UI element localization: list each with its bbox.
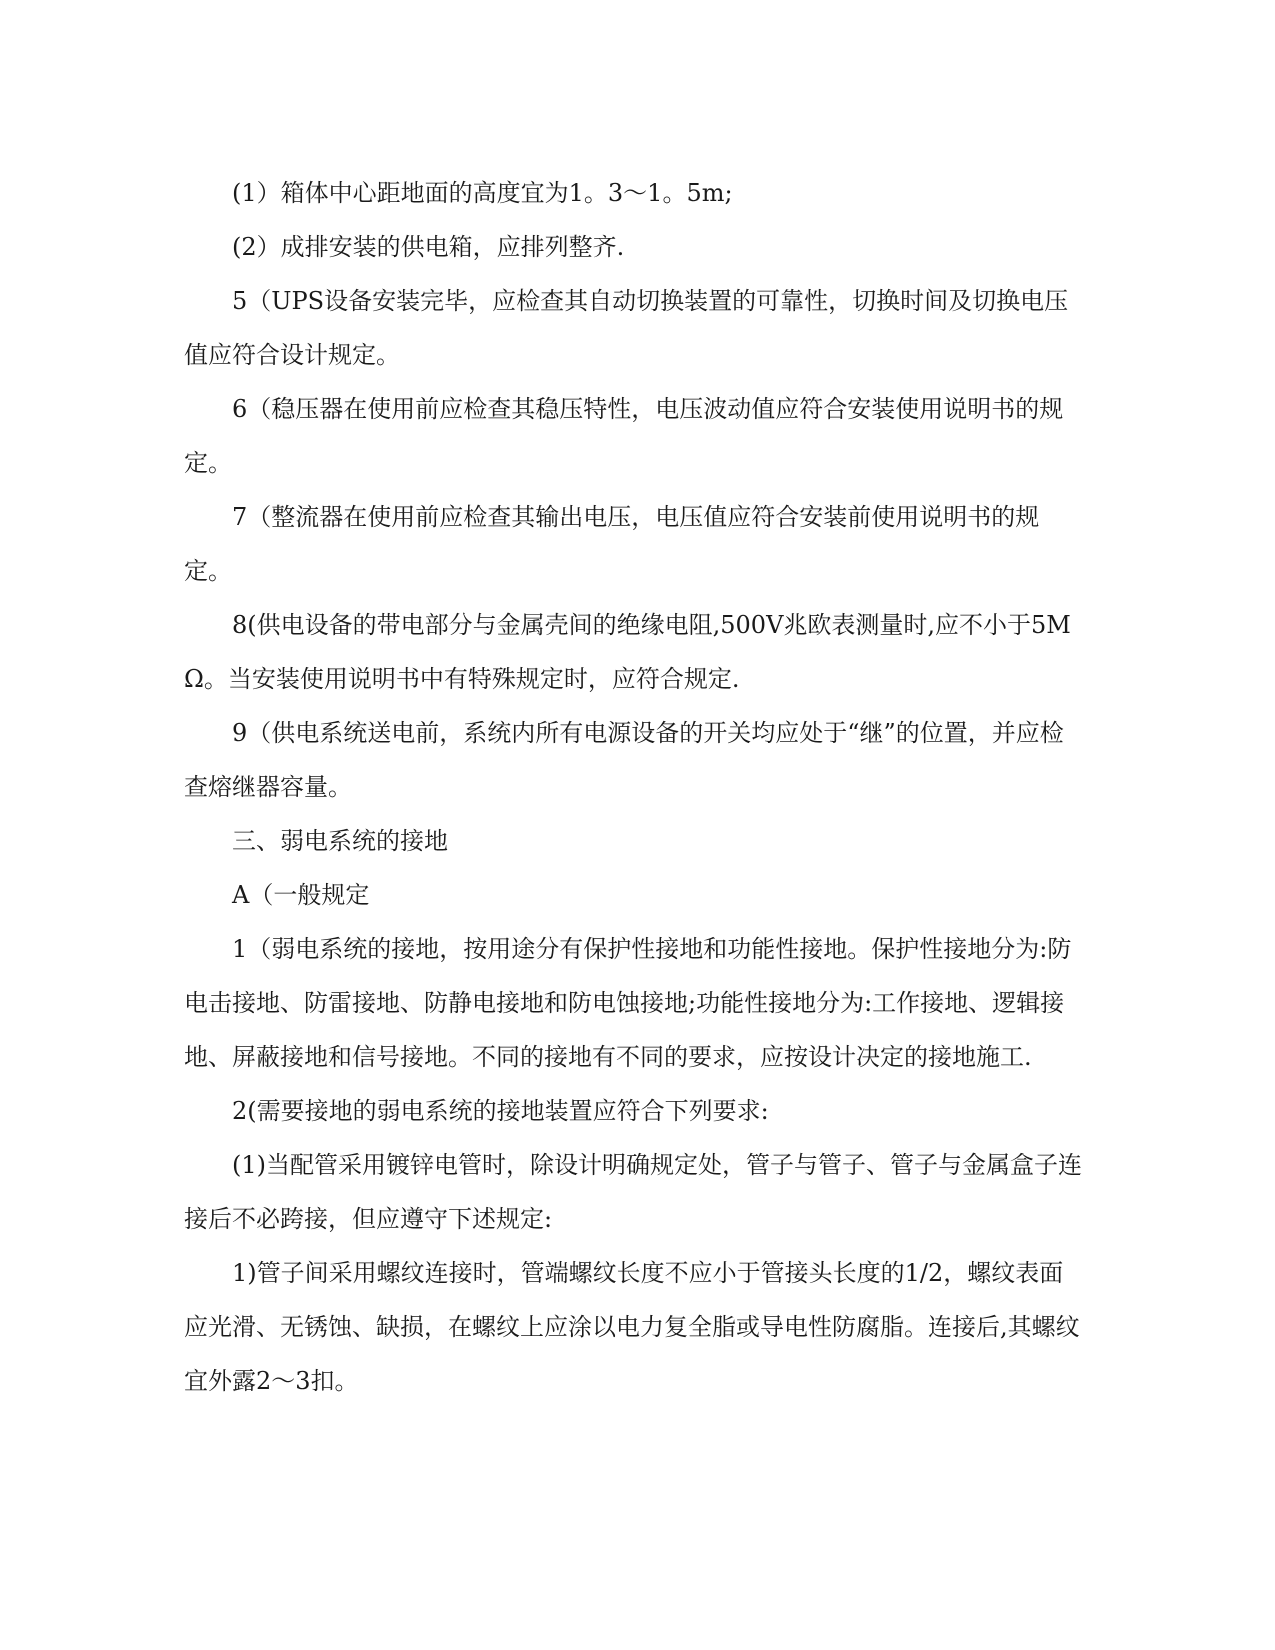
paragraph-conduit-rule: (1)当配管采用镀锌电管时，除设计明确规定处，管子与管子、管子与金属盒子连接后不必跨接，但应遵守下述规定: bbox=[184, 1151, 1082, 1233]
subsection-heading-general: A（一般规定 bbox=[232, 881, 370, 909]
paragraph-box-row-install: (2）成排安装的供电箱，应排列整齐. bbox=[232, 233, 625, 261]
paragraph-item-5-ups: 5（UPS设备安装完毕，应检查其自动切换装置的可靠性，切换时间及切换电压值应符合设计规定。 bbox=[184, 287, 1069, 369]
paragraph-item-7-rectifier: 7（整流器在使用前应检查其输出电压，电压值应符合安装前使用说明书的规定。 bbox=[184, 503, 1040, 585]
paragraph-thread-connection: 1)管子间采用螺纹连接时，管端螺纹长度不应小于管接头长度的1/2，螺纹表面应光滑、无锈蚀、缺损，在螺纹上应涂以电力复全脂或导电性防腐脂。连接后,其螺纹宜外露2～3扣。 bbox=[184, 1259, 1080, 1395]
paragraph-item-6-stabilizer: 6（稳压器在使用前应检查其稳压特性，电压波动值应符合安装使用说明书的规定。 bbox=[184, 395, 1064, 477]
paragraph-item-2-grounding-device: 2(需要接地的弱电系统的接地装置应符合下列要求: bbox=[232, 1097, 769, 1125]
paragraph-item-8-insulation: 8(供电设备的带电部分与金属壳间的绝缘电阻,500V兆欧表测量时,应不小于5MΩ。当安装使用说明书中有特殊规定时，应符合规定. bbox=[184, 611, 1071, 693]
document-body bbox=[184, 166, 1084, 1408]
section-heading-grounding: 三、弱电系统的接地 bbox=[232, 827, 448, 855]
paragraph-item-1-grounding-types: 1（弱电系统的接地，按用途分有保护性接地和功能性接地。保护性接地分为:防电击接地、防雷接地、防静电接地和防电蚀接地;功能性接地分为:工作接地、逻辑接地、屏蔽接地和信号接地。不同的接地有不同的要求，应按设计决定的接地施工. bbox=[184, 935, 1072, 1071]
paragraph-item-9-power-on: 9（供电系统送电前，系统内所有电源设备的开关均应处于“继”的位置，并应检查熔继器容量。 bbox=[184, 719, 1064, 801]
paragraph-box-height: (1）箱体中心距地面的高度宜为1。3～1。5m; bbox=[232, 179, 733, 207]
